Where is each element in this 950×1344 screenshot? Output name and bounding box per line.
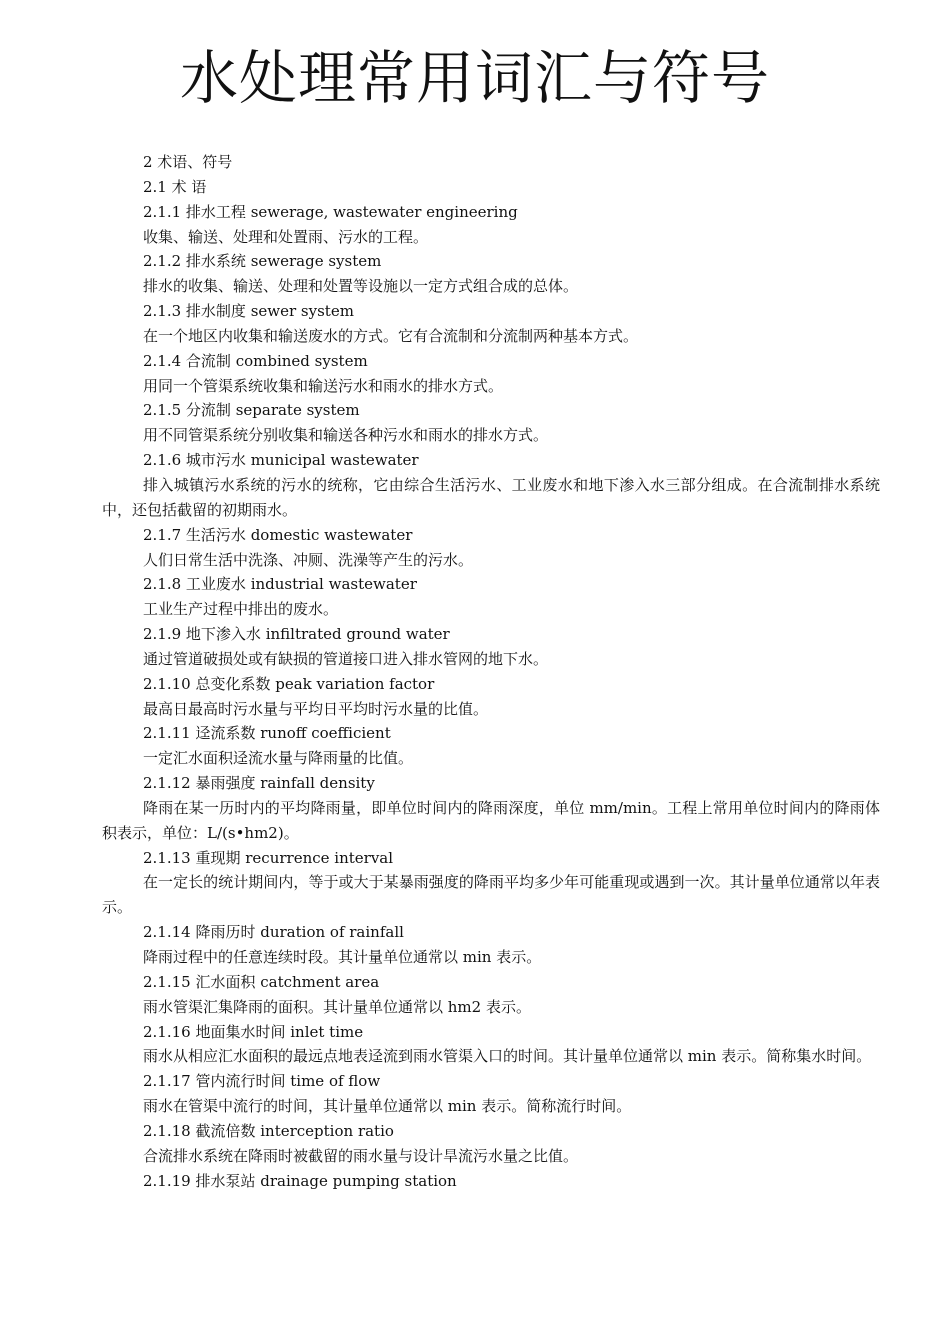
term-heading: 2.1.8 工业废水 industrial wastewater [143, 575, 417, 594]
term-heading: 2.1.10 总变化系数 peak variation factor [143, 674, 435, 693]
definition-paragraph: 排入城镇污水系统的污水的统称，它由综合生活污水、工业废水和地下渗入水三部分组成。在合流制排水系统中，还包括截留的初期雨水。 [102, 475, 880, 519]
term-heading: 2.1.11 迳流系数 runoff coefficient [143, 724, 391, 743]
term-heading: 2.1.19 排水泵站 drainage pumping station [143, 1171, 457, 1190]
term-heading: 2.1.2 排水系统 sewerage system [143, 252, 382, 271]
definition-line: 收集、输送、处理和处置雨、污水的工程。 [143, 227, 429, 246]
definition-line: 用同一个管渠系统收集和输送污水和雨水的排水方式。 [143, 376, 504, 395]
term-heading: 2.1.14 降雨历时 duration of rainfall [143, 923, 404, 942]
definition-paragraph: 在一定长的统计期间内，等于或大于某暴雨强度的降雨平均多少年可能重现或遇到一次。其计量单位通常以年表示。 [102, 873, 880, 917]
definition-line: 雨水管渠汇集降雨的面积。其计量单位通常以 hm2 表示。 [143, 997, 531, 1016]
definition-line: 降雨过程中的任意连续时段。其计量单位通常以 min 表示。 [143, 948, 542, 966]
term-heading: 2.1.1 排水工程 sewerage, wastewater engineering [143, 202, 518, 221]
definition-line: 一定汇水面积迳流水量与降雨量的比值。 [143, 749, 414, 768]
definition-line: 最高日最高时污水量与平均日平均时污水量的比值。 [143, 699, 489, 718]
term-heading: 2.1.15 汇水面积 catchment area [143, 972, 380, 991]
section-heading: 2 术语、符号 [143, 153, 233, 171]
definition-paragraph: 降雨在某一历时内的平均降雨量，即单位时间内的降雨深度，单位 mm/min。工程上常用单位时间内的降雨体积表示，单位：L/(s•hm2)。 [102, 798, 880, 842]
term-heading: 2.1.13 重现期 recurrence interval [143, 848, 394, 867]
document-title: 水处理常用词汇与符号 [179, 44, 770, 112]
document-body [102, 150, 880, 1193]
definition-line: 在一个地区内收集和输送废水的方式。它有合流制和分流制两种基本方式。 [143, 326, 639, 345]
definition-line: 合流排水系统在降雨时被截留的雨水量与设计旱流污水量之比值。 [143, 1146, 579, 1165]
definition-paragraph: 雨水从相应汇水面积的最远点地表迳流到雨水管渠入口的时间。其计量单位通常以 min 表示。简称集水时间。 [143, 1047, 872, 1066]
definition-line: 用不同管渠系统分别收集和输送各种污水和雨水的排水方式。 [143, 426, 549, 445]
term-heading: 2.1.6 城市污水 municipal wastewater [143, 451, 419, 470]
definition-line: 雨水在管渠中流行的时间，其计量单位通常以 min 表示。简称流行时间。 [143, 1097, 632, 1116]
term-heading: 2.1.5 分流制 separate system [143, 401, 360, 420]
term-heading: 2.1.3 排水制度 sewer system [143, 302, 354, 321]
definition-line: 工业生产过程中排出的废水。 [143, 600, 339, 619]
term-heading: 2.1.17 管内流行时间 time of flow [143, 1072, 381, 1091]
definition-line: 排水的收集、输送、处理和处置等设施以一定方式组合成的总体。 [143, 277, 579, 296]
term-heading: 2.1.4 合流制 combined system [143, 351, 368, 370]
term-heading: 2.1.12 暴雨强度 rainfall density [143, 774, 375, 793]
definition-line: 通过管道破损处或有缺损的管道接口进入排水管网的地下水。 [143, 649, 549, 668]
section-heading: 2.1 术 语 [143, 177, 207, 196]
term-heading: 2.1.16 地面集水时间 inlet time [143, 1022, 364, 1041]
term-heading: 2.1.9 地下渗入水 infiltrated ground water [143, 625, 450, 644]
term-heading: 2.1.18 截流倍数 interception ratio [143, 1121, 394, 1140]
definition-line: 人们日常生活中洗涤、冲厕、洗澡等产生的污水。 [143, 550, 474, 569]
term-heading: 2.1.7 生活污水 domestic wastewater [143, 525, 413, 544]
